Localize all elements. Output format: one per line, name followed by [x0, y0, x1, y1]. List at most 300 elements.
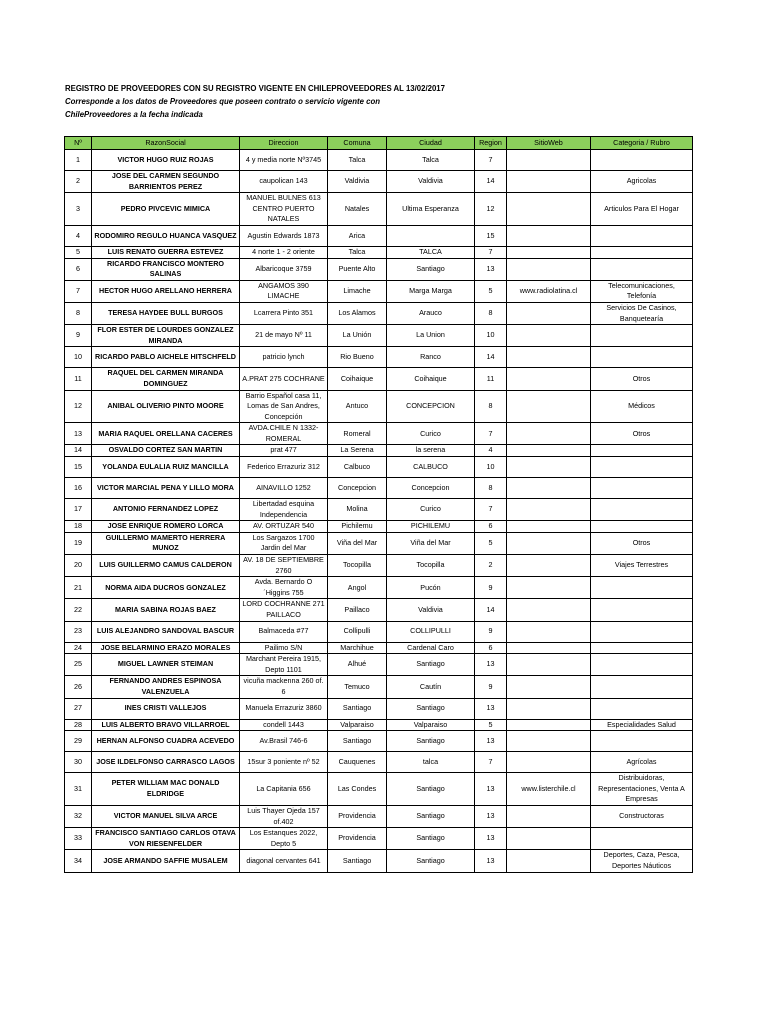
cell-direccion: Lcarrera Pinto 351 — [240, 302, 328, 324]
cell-sitio-web — [507, 532, 591, 554]
cell-direccion: 4 y media norte Nº3745 — [240, 150, 328, 171]
cell-direccion: 4 norte 1 - 2 oriente — [240, 246, 328, 258]
cell-row-number: 8 — [65, 302, 92, 324]
cell-categoria: Especialidades Salud — [591, 719, 693, 731]
cell-direccion: ANGAMOS 390 LIMACHE — [240, 280, 328, 302]
cell-categoria — [591, 731, 693, 752]
cell-row-number: 34 — [65, 850, 92, 872]
cell-comuna: Calbuco — [328, 457, 387, 478]
cell-comuna: Rio Bueno — [328, 347, 387, 368]
cell-ciudad: Santiago — [387, 805, 475, 827]
cell-razon-social: TERESA HAYDEE BULL BURGOS — [92, 302, 240, 324]
cell-direccion: La Capitania 656 — [240, 773, 328, 806]
table-row — [65, 752, 693, 773]
cell-row-number: 28 — [65, 719, 92, 731]
cell-region: 10 — [475, 325, 507, 347]
cell-ciudad: Cautín — [387, 676, 475, 698]
cell-comuna: Paillaco — [328, 599, 387, 621]
cell-row-number: 26 — [65, 676, 92, 698]
cell-row-number: 22 — [65, 599, 92, 621]
cell-categoria: Otros — [591, 368, 693, 390]
cell-sitio-web — [507, 390, 591, 423]
cell-categoria — [591, 654, 693, 676]
table-row — [65, 258, 693, 280]
column-header-number: Nº — [65, 137, 92, 150]
table-row — [65, 642, 693, 654]
table-row — [65, 850, 693, 872]
cell-categoria: Otros — [591, 423, 693, 445]
cell-region: 5 — [475, 280, 507, 302]
cell-sitio-web — [507, 368, 591, 390]
cell-ciudad: Arauco — [387, 302, 475, 324]
cell-ciudad: Concepcion — [387, 478, 475, 499]
column-header-region: Region — [475, 137, 507, 150]
cell-comuna: Natales — [328, 193, 387, 226]
table-header-row — [65, 137, 693, 150]
cell-categoria — [591, 478, 693, 499]
cell-sitio-web — [507, 752, 591, 773]
cell-direccion: MANUEL BULNES 613 CENTRO PUERTO NATALES — [240, 193, 328, 226]
cell-row-number: 4 — [65, 225, 92, 246]
cell-comuna: Las Condes — [328, 773, 387, 806]
cell-sitio-web — [507, 577, 591, 599]
cell-sitio-web — [507, 150, 591, 171]
cell-direccion: 15sur 3 poniente nº 52 — [240, 752, 328, 773]
cell-categoria — [591, 325, 693, 347]
table-row — [65, 676, 693, 698]
cell-ciudad: Valdivia — [387, 599, 475, 621]
cell-ciudad: TALCA — [387, 246, 475, 258]
cell-row-number: 17 — [65, 499, 92, 521]
cell-categoria: Articulos Para El Hogar — [591, 193, 693, 226]
cell-row-number: 1 — [65, 150, 92, 171]
cell-direccion: Marchant Pereira 1915, Depto 1101 — [240, 654, 328, 676]
cell-categoria: Médicos — [591, 390, 693, 423]
cell-sitio-web — [507, 193, 591, 226]
cell-direccion: Avda. Bernardo O´Higgins 755 — [240, 577, 328, 599]
cell-sitio-web — [507, 850, 591, 872]
cell-ciudad: Talca — [387, 150, 475, 171]
cell-categoria: Agrícolas — [591, 752, 693, 773]
cell-region: 13 — [475, 805, 507, 827]
cell-categoria: Deportes, Caza, Pesca, Deportes Náuticos — [591, 850, 693, 872]
cell-ciudad: Santiago — [387, 654, 475, 676]
cell-region: 13 — [475, 850, 507, 872]
document-subtitle-line-1: Corresponde a los datos de Proveedores que poseen contrato o servicio vigente con — [65, 97, 380, 106]
table-row — [65, 499, 693, 521]
cell-razon-social: HECTOR HUGO ARELLANO HERRERA — [92, 280, 240, 302]
cell-ciudad: CALBUCO — [387, 457, 475, 478]
table-row — [65, 698, 693, 719]
cell-row-number: 12 — [65, 390, 92, 423]
cell-comuna: La Unión — [328, 325, 387, 347]
cell-comuna: Antuco — [328, 390, 387, 423]
cell-razon-social: LUIS RENATO GUERRA ESTEVEZ — [92, 246, 240, 258]
cell-categoria — [591, 698, 693, 719]
cell-direccion: Luis Thayer Ojeda 157 of.402 — [240, 805, 328, 827]
cell-razon-social: FLOR ESTER DE LOURDES GONZALEZ MIRANDA — [92, 325, 240, 347]
cell-direccion: vicuña mackenna 260 of. 6 — [240, 676, 328, 698]
document-subtitle-line-2: ChileProveedores a la fecha indicada — [65, 110, 203, 119]
cell-region: 8 — [475, 302, 507, 324]
cell-ciudad: La Union — [387, 325, 475, 347]
cell-comuna: Talca — [328, 150, 387, 171]
cell-comuna: Puente Alto — [328, 258, 387, 280]
cell-razon-social: RICARDO FRANCISCO MONTERO SALINAS — [92, 258, 240, 280]
cell-categoria — [591, 577, 693, 599]
cell-categoria — [591, 258, 693, 280]
cell-row-number: 13 — [65, 423, 92, 445]
cell-comuna: Santiago — [328, 698, 387, 719]
cell-ciudad: talca — [387, 752, 475, 773]
cell-region: 7 — [475, 499, 507, 521]
cell-sitio-web — [507, 246, 591, 258]
cell-row-number: 11 — [65, 368, 92, 390]
cell-region: 13 — [475, 258, 507, 280]
cell-razon-social: RICARDO PABLO AICHELE HITSCHFELD — [92, 347, 240, 368]
cell-sitio-web — [507, 302, 591, 324]
cell-razon-social: JOSE ILDELFONSO CARRASCO LAGOS — [92, 752, 240, 773]
table-row — [65, 390, 693, 423]
cell-direccion: Albaricoque 3759 — [240, 258, 328, 280]
cell-region: 7 — [475, 246, 507, 258]
cell-region: 9 — [475, 621, 507, 642]
cell-sitio-web: www.radiolatina.cl — [507, 280, 591, 302]
cell-ciudad: Santiago — [387, 258, 475, 280]
table-row — [65, 423, 693, 445]
table-row — [65, 731, 693, 752]
cell-razon-social: PEDRO PIVCEVIC MIMICA — [92, 193, 240, 226]
cell-region: 6 — [475, 521, 507, 533]
cell-sitio-web — [507, 445, 591, 457]
cell-direccion: AV. 18 DE SEPTIEMBRE 2760 — [240, 555, 328, 577]
cell-ciudad: Ultima Esperanza — [387, 193, 475, 226]
cell-razon-social: JOSE BELARMINO ERAZO MORALES — [92, 642, 240, 654]
cell-comuna: Viña del Mar — [328, 532, 387, 554]
cell-razon-social: RAQUEL DEL CARMEN MIRANDA DOMINGUEZ — [92, 368, 240, 390]
cell-razon-social: GUILLERMO MAMERTO HERRERA MUNOZ — [92, 532, 240, 554]
cell-razon-social: ANIBAL OLIVERIO PINTO MOORE — [92, 390, 240, 423]
cell-row-number: 2 — [65, 171, 92, 193]
cell-sitio-web — [507, 171, 591, 193]
cell-ciudad: Pucón — [387, 577, 475, 599]
cell-row-number: 5 — [65, 246, 92, 258]
column-header-sitio-web: SitioWeb — [507, 137, 591, 150]
providers-table — [64, 136, 693, 873]
cell-row-number: 7 — [65, 280, 92, 302]
cell-region: 7 — [475, 150, 507, 171]
cell-ciudad: Santiago — [387, 773, 475, 806]
cell-row-number: 24 — [65, 642, 92, 654]
cell-direccion: condell 1443 — [240, 719, 328, 731]
cell-comuna: Cauquenes — [328, 752, 387, 773]
cell-categoria: Agricolas — [591, 171, 693, 193]
cell-row-number: 30 — [65, 752, 92, 773]
cell-region: 6 — [475, 642, 507, 654]
cell-categoria — [591, 599, 693, 621]
cell-region: 11 — [475, 368, 507, 390]
cell-region: 13 — [475, 828, 507, 850]
cell-row-number: 15 — [65, 457, 92, 478]
cell-sitio-web — [507, 676, 591, 698]
cell-region: 5 — [475, 532, 507, 554]
cell-sitio-web — [507, 457, 591, 478]
cell-sitio-web — [507, 499, 591, 521]
cell-comuna: Alhué — [328, 654, 387, 676]
cell-region: 8 — [475, 390, 507, 423]
cell-razon-social: LUIS ALBERTO BRAVO VILLARROEL — [92, 719, 240, 731]
cell-sitio-web — [507, 719, 591, 731]
cell-sitio-web — [507, 698, 591, 719]
cell-razon-social: JOSE ENRIQUE ROMERO LORCA — [92, 521, 240, 533]
cell-direccion: Agustin Edwards 1873 — [240, 225, 328, 246]
cell-ciudad: Viña del Mar — [387, 532, 475, 554]
cell-categoria — [591, 621, 693, 642]
cell-region: 13 — [475, 731, 507, 752]
cell-row-number: 16 — [65, 478, 92, 499]
cell-comuna: Providencia — [328, 828, 387, 850]
table-row — [65, 577, 693, 599]
table-row — [65, 171, 693, 193]
cell-row-number: 32 — [65, 805, 92, 827]
cell-comuna: Molina — [328, 499, 387, 521]
table-row — [65, 347, 693, 368]
cell-row-number: 23 — [65, 621, 92, 642]
cell-razon-social: LUIS GUILLERMO CAMUS CALDERON — [92, 555, 240, 577]
cell-ciudad: Santiago — [387, 731, 475, 752]
cell-categoria — [591, 642, 693, 654]
document-header — [65, 82, 705, 121]
cell-razon-social: ANTONIO FERNANDEZ LOPEZ — [92, 499, 240, 521]
cell-comuna: Angol — [328, 577, 387, 599]
cell-direccion: Federico Errazuriz 312 — [240, 457, 328, 478]
cell-ciudad: Valparaiso — [387, 719, 475, 731]
cell-razon-social: HERNAN ALFONSO CUADRA ACEVEDO — [92, 731, 240, 752]
column-header-ciudad: Ciudad — [387, 137, 475, 150]
table-row — [65, 478, 693, 499]
table-row — [65, 302, 693, 324]
cell-row-number: 33 — [65, 828, 92, 850]
table-row — [65, 555, 693, 577]
cell-categoria: Servicios De Casinos, Banquetearía — [591, 302, 693, 324]
cell-row-number: 3 — [65, 193, 92, 226]
document-title: REGISTRO DE PROVEEDORES CON SU REGISTRO VIGENTE EN CHILEPROVEEDORES AL 13/02/2017 — [65, 84, 445, 93]
cell-ciudad: Ranco — [387, 347, 475, 368]
cell-categoria — [591, 150, 693, 171]
cell-comuna: Temuco — [328, 676, 387, 698]
cell-row-number: 10 — [65, 347, 92, 368]
cell-ciudad: CONCEPCION — [387, 390, 475, 423]
table-row — [65, 325, 693, 347]
cell-comuna: La Serena — [328, 445, 387, 457]
cell-row-number: 31 — [65, 773, 92, 806]
cell-comuna: Talca — [328, 246, 387, 258]
table-row — [65, 532, 693, 554]
cell-region: 14 — [475, 347, 507, 368]
cell-direccion: AV. ORTUZAR 540 — [240, 521, 328, 533]
cell-direccion: Pailimo S/N — [240, 642, 328, 654]
table-row — [65, 719, 693, 731]
cell-razon-social: YOLANDA EULALIA RUIZ MANCILLA — [92, 457, 240, 478]
table-row — [65, 280, 693, 302]
cell-direccion: Libertadad esquina Independencia — [240, 499, 328, 521]
cell-categoria: Viajes Terrestres — [591, 555, 693, 577]
cell-razon-social: RODOMIRO REGULO HUANCA VASQUEZ — [92, 225, 240, 246]
cell-region: 2 — [475, 555, 507, 577]
cell-region: 9 — [475, 577, 507, 599]
cell-region: 10 — [475, 457, 507, 478]
cell-razon-social: VICTOR MARCIAL PENA Y LILLO MORA — [92, 478, 240, 499]
cell-sitio-web — [507, 805, 591, 827]
cell-razon-social: NORMA AIDA DUCROS GONZALEZ — [92, 577, 240, 599]
cell-ciudad: Valdivia — [387, 171, 475, 193]
cell-direccion: Los Sargazos 1700 Jardin del Mar — [240, 532, 328, 554]
cell-direccion: Barrio Español casa 11, Lomas de San Andres, Concepción — [240, 390, 328, 423]
cell-direccion: LORD COCHRANNE 271 PAILLACO — [240, 599, 328, 621]
cell-direccion: 21 de mayo Nº 11 — [240, 325, 328, 347]
cell-row-number: 29 — [65, 731, 92, 752]
cell-region: 13 — [475, 654, 507, 676]
cell-region: 4 — [475, 445, 507, 457]
cell-razon-social: MARIA RAQUEL ORELLANA CACERES — [92, 423, 240, 445]
cell-row-number: 14 — [65, 445, 92, 457]
cell-sitio-web — [507, 478, 591, 499]
cell-categoria — [591, 457, 693, 478]
column-header-razon-social: RazonSocial — [92, 137, 240, 150]
table-row — [65, 150, 693, 171]
cell-razon-social: VICTOR MANUEL SILVA ARCE — [92, 805, 240, 827]
column-header-direccion: Direccion — [240, 137, 328, 150]
cell-ciudad — [387, 225, 475, 246]
table-row — [65, 621, 693, 642]
cell-direccion: Balmaceda #77 — [240, 621, 328, 642]
cell-ciudad: Curico — [387, 423, 475, 445]
cell-comuna: Romeral — [328, 423, 387, 445]
cell-ciudad: Curico — [387, 499, 475, 521]
cell-direccion: Manuela Errazuriz 3860 — [240, 698, 328, 719]
cell-row-number: 25 — [65, 654, 92, 676]
cell-sitio-web — [507, 654, 591, 676]
cell-row-number: 27 — [65, 698, 92, 719]
table-row — [65, 225, 693, 246]
cell-categoria: Otros — [591, 532, 693, 554]
cell-ciudad: Coihaique — [387, 368, 475, 390]
table-row — [65, 445, 693, 457]
cell-categoria — [591, 445, 693, 457]
cell-comuna: Concepcion — [328, 478, 387, 499]
cell-categoria — [591, 499, 693, 521]
cell-row-number: 18 — [65, 521, 92, 533]
cell-region: 5 — [475, 719, 507, 731]
cell-region: 14 — [475, 171, 507, 193]
cell-comuna: Santiago — [328, 731, 387, 752]
cell-row-number: 21 — [65, 577, 92, 599]
cell-ciudad: Cardenal Caro — [387, 642, 475, 654]
cell-categoria — [591, 828, 693, 850]
cell-direccion: AINAVILLO 1252 — [240, 478, 328, 499]
cell-categoria — [591, 521, 693, 533]
cell-region: 7 — [475, 752, 507, 773]
cell-ciudad: Tocopilla — [387, 555, 475, 577]
cell-ciudad: Santiago — [387, 828, 475, 850]
table-row — [65, 246, 693, 258]
cell-region: 13 — [475, 773, 507, 806]
cell-sitio-web — [507, 325, 591, 347]
cell-sitio-web — [507, 642, 591, 654]
cell-razon-social: PETER WILLIAM MAC DONALD ELDRIDGE — [92, 773, 240, 806]
cell-direccion: A.PRAT 275 COCHRANE — [240, 368, 328, 390]
cell-razon-social: JOSE ARMANDO SAFFIE MUSALEM — [92, 850, 240, 872]
cell-direccion: diagonal cervantes 641 — [240, 850, 328, 872]
table-row — [65, 193, 693, 226]
cell-sitio-web — [507, 347, 591, 368]
cell-comuna: Los Alamos — [328, 302, 387, 324]
cell-categoria: Telecomunicaciones, Telefonía — [591, 280, 693, 302]
cell-sitio-web — [507, 423, 591, 445]
cell-comuna: Valparaiso — [328, 719, 387, 731]
cell-region: 7 — [475, 423, 507, 445]
table-row — [65, 654, 693, 676]
cell-direccion: prat 477 — [240, 445, 328, 457]
cell-comuna: Tocopilla — [328, 555, 387, 577]
cell-ciudad: Santiago — [387, 698, 475, 719]
cell-direccion: Los Estanques 2022, Depto 5 — [240, 828, 328, 850]
cell-comuna: Providencia — [328, 805, 387, 827]
cell-sitio-web — [507, 225, 591, 246]
cell-comuna: Pichilemu — [328, 521, 387, 533]
cell-row-number: 6 — [65, 258, 92, 280]
table-row — [65, 368, 693, 390]
cell-razon-social: FERNANDO ANDRES ESPINOSA VALENZUELA — [92, 676, 240, 698]
table-row — [65, 805, 693, 827]
cell-comuna: Coihaique — [328, 368, 387, 390]
cell-sitio-web — [507, 599, 591, 621]
cell-razon-social: MARIA SABINA ROJAS BAEZ — [92, 599, 240, 621]
cell-row-number: 19 — [65, 532, 92, 554]
cell-comuna: Santiago — [328, 850, 387, 872]
table-row — [65, 773, 693, 806]
cell-categoria — [591, 676, 693, 698]
cell-razon-social: VICTOR HUGO RUIZ ROJAS — [92, 150, 240, 171]
cell-region: 15 — [475, 225, 507, 246]
column-header-categoria: Categoria / Rubro — [591, 137, 693, 150]
cell-sitio-web — [507, 621, 591, 642]
cell-ciudad: PICHILEMU — [387, 521, 475, 533]
cell-sitio-web — [507, 521, 591, 533]
cell-ciudad: Marga Marga — [387, 280, 475, 302]
cell-sitio-web — [507, 555, 591, 577]
cell-region: 9 — [475, 676, 507, 698]
cell-sitio-web — [507, 828, 591, 850]
cell-direccion: Av.Brasil 746-6 — [240, 731, 328, 752]
cell-comuna: Marchihue — [328, 642, 387, 654]
cell-direccion: AVDA.CHILE N 1332-ROMERAL — [240, 423, 328, 445]
cell-sitio-web — [507, 731, 591, 752]
cell-sitio-web: www.listerchile.cl — [507, 773, 591, 806]
cell-region: 13 — [475, 698, 507, 719]
cell-razon-social: JOSE DEL CARMEN SEGUNDO BARRIENTOS PEREZ — [92, 171, 240, 193]
cell-comuna: Valdivia — [328, 171, 387, 193]
cell-region: 12 — [475, 193, 507, 226]
cell-direccion: patricio lynch — [240, 347, 328, 368]
cell-row-number: 9 — [65, 325, 92, 347]
cell-comuna: Arica — [328, 225, 387, 246]
table-row — [65, 521, 693, 533]
table-row — [65, 457, 693, 478]
cell-region: 14 — [475, 599, 507, 621]
column-header-comuna: Comuna — [328, 137, 387, 150]
cell-ciudad: Santiago — [387, 850, 475, 872]
